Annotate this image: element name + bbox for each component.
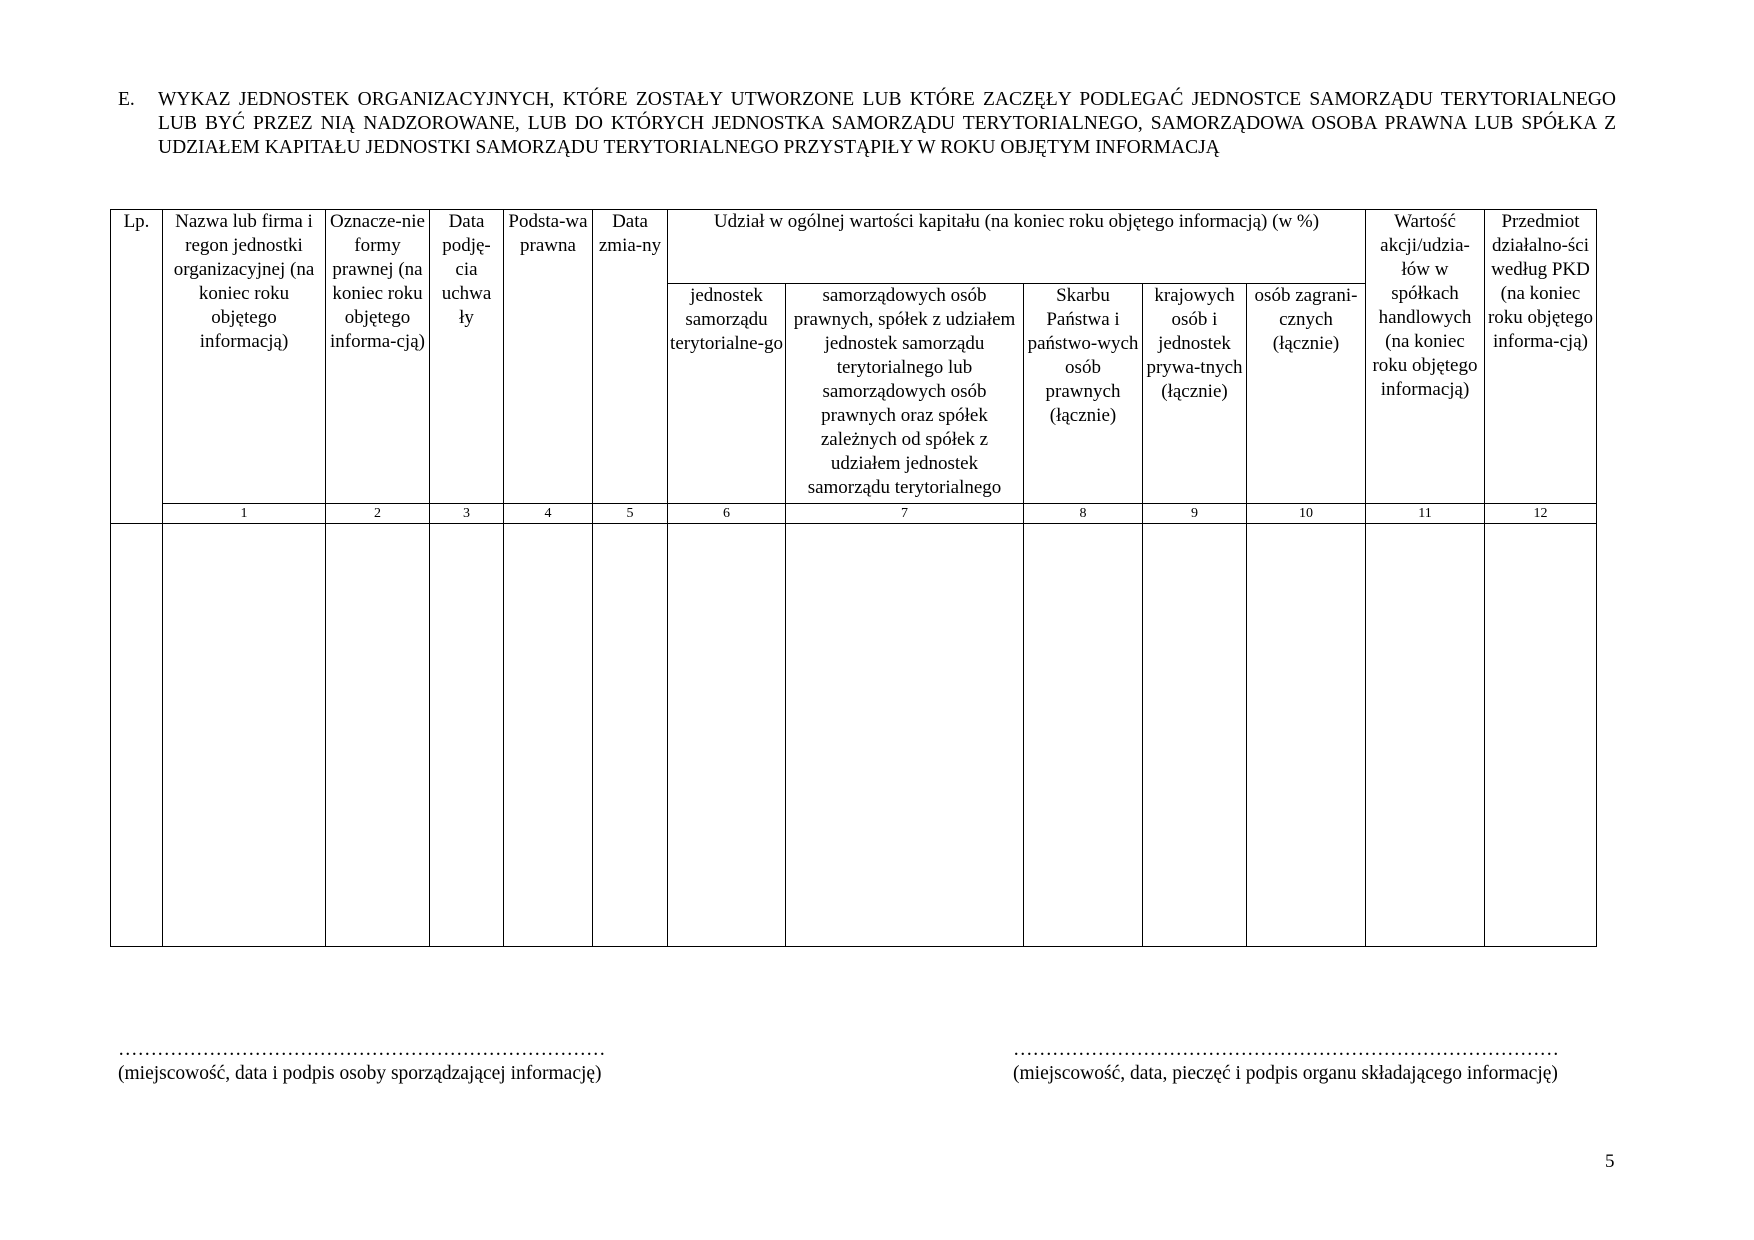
entry-cell-change-date[interactable] [593, 524, 668, 947]
entry-cell-foreign-persons[interactable] [1247, 524, 1366, 947]
section-letter: E. [118, 89, 135, 110]
column-number: 10 [1247, 504, 1366, 524]
header-pkd-activity: Przedmiot działalno-ści według PKD (na koniec roku objętego informa-cją) [1485, 210, 1597, 504]
column-number: 4 [504, 504, 593, 524]
preparer-signature-caption: (miejscowość, data i podpis osoby sporządzającej informację) [118, 1063, 602, 1084]
units-table [110, 209, 1597, 947]
column-number: 2 [326, 504, 430, 524]
section-title: WYKAZ JEDNOSTEK ORGANIZACYJNYCH, KTÓRE ZOSTAŁY UTWORZONE LUB KTÓRE ZACZĘŁY PODLEGAĆ JEDNOSTCE SAMORZĄDU TERYTORIALNEGO LUB BYĆ PRZEZ NIĄ NADZOROWANE, LUB DO KTÓRYCH JEDNOSTKA SAMORZĄDU TERYTORIALNEGO, SAMORZĄDOWA OSOBA PRAWNA LUB SPÓŁKA Z UDZIAŁEM KAPITAŁU JEDNOSTKI SAMORZĄDU TERYTORIALNEGO PRZYSTĄPIŁY W ROKU OBJĘTYM INFORMACJĄ [158, 89, 1616, 158]
header-municipal-legal-persons: samorządowych osób prawnych, spółek z udziałem jednostek samorządu terytorialnego lub samorządowych osób prawnych oraz spółek zależnych od spółek z udziałem jednostek samorządu terytorialnego [786, 284, 1024, 504]
header-capital-share-group: Udział w ogólnej wartości kapitału (na koniec roku objętego informacją) (w %) [668, 210, 1366, 284]
header-name: Nazwa lub firma i regon jednostki organizacyjnej (na koniec roku objętego informacją) [163, 210, 326, 504]
column-number: 11 [1366, 504, 1485, 524]
header-shares-value: Wartość akcji/udzia-łów w spółkach handlowych (na koniec roku objętego informacją) [1366, 210, 1485, 504]
entry-cell-legal-basis[interactable] [504, 524, 593, 947]
column-number: 8 [1024, 504, 1143, 524]
entry-cell-state-treasury[interactable] [1024, 524, 1143, 947]
entry-cell-lp[interactable] [111, 524, 163, 947]
header-domestic-private: krajowych osób i jednostek prywa-tnych (łącznie) [1143, 284, 1247, 504]
authority-signature-caption: (miejscowość, data, pieczęć i podpis organu składającego informację) [1013, 1063, 1558, 1084]
header-state-treasury: Skarbu Państwa i państwo-wych osób prawnych (łącznie) [1024, 284, 1143, 504]
column-number: 6 [668, 504, 786, 524]
entry-cell-legal-form[interactable] [326, 524, 430, 947]
header-lp: Lp. [111, 210, 163, 524]
preparer-signature-line[interactable]: ………………………………………………………………… [118, 1039, 606, 1060]
entry-cell-resolution-date[interactable] [430, 524, 504, 947]
column-number: 9 [1143, 504, 1247, 524]
authority-signature-line[interactable]: ………………………………………………………………………… [1013, 1039, 1559, 1060]
preparer-signature-block [118, 1038, 606, 1086]
authority-signature-block [1013, 1038, 1559, 1086]
header-change-date: Data zmia-ny [593, 210, 668, 504]
header-foreign-persons: osób zagrani-cznych (łącznie) [1247, 284, 1366, 504]
column-number: 1 [163, 504, 326, 524]
entry-cell-local-government-units[interactable] [668, 524, 786, 947]
header-legal-form: Oznacze-nie formy prawnej (na koniec roku objętego informa-cją) [326, 210, 430, 504]
page-number: 5 [1605, 1151, 1615, 1172]
column-number: 12 [1485, 504, 1597, 524]
entry-cell-domestic-private[interactable] [1143, 524, 1247, 947]
header-legal-basis: Podsta-wa prawna [504, 210, 593, 504]
header-resolution-date: Data podję-cia uchwa ły [430, 210, 504, 504]
column-number: 7 [786, 504, 1024, 524]
entry-cell-name[interactable] [163, 524, 326, 947]
header-local-government-units: jednostek samorządu terytorialne-go [668, 284, 786, 504]
column-number: 5 [593, 504, 668, 524]
column-number: 3 [430, 504, 504, 524]
entry-cell-pkd-activity[interactable] [1485, 524, 1597, 947]
section-heading [118, 88, 1616, 160]
entry-cell-municipal-legal-persons[interactable] [786, 524, 1024, 947]
entry-cell-shares-value[interactable] [1366, 524, 1485, 947]
